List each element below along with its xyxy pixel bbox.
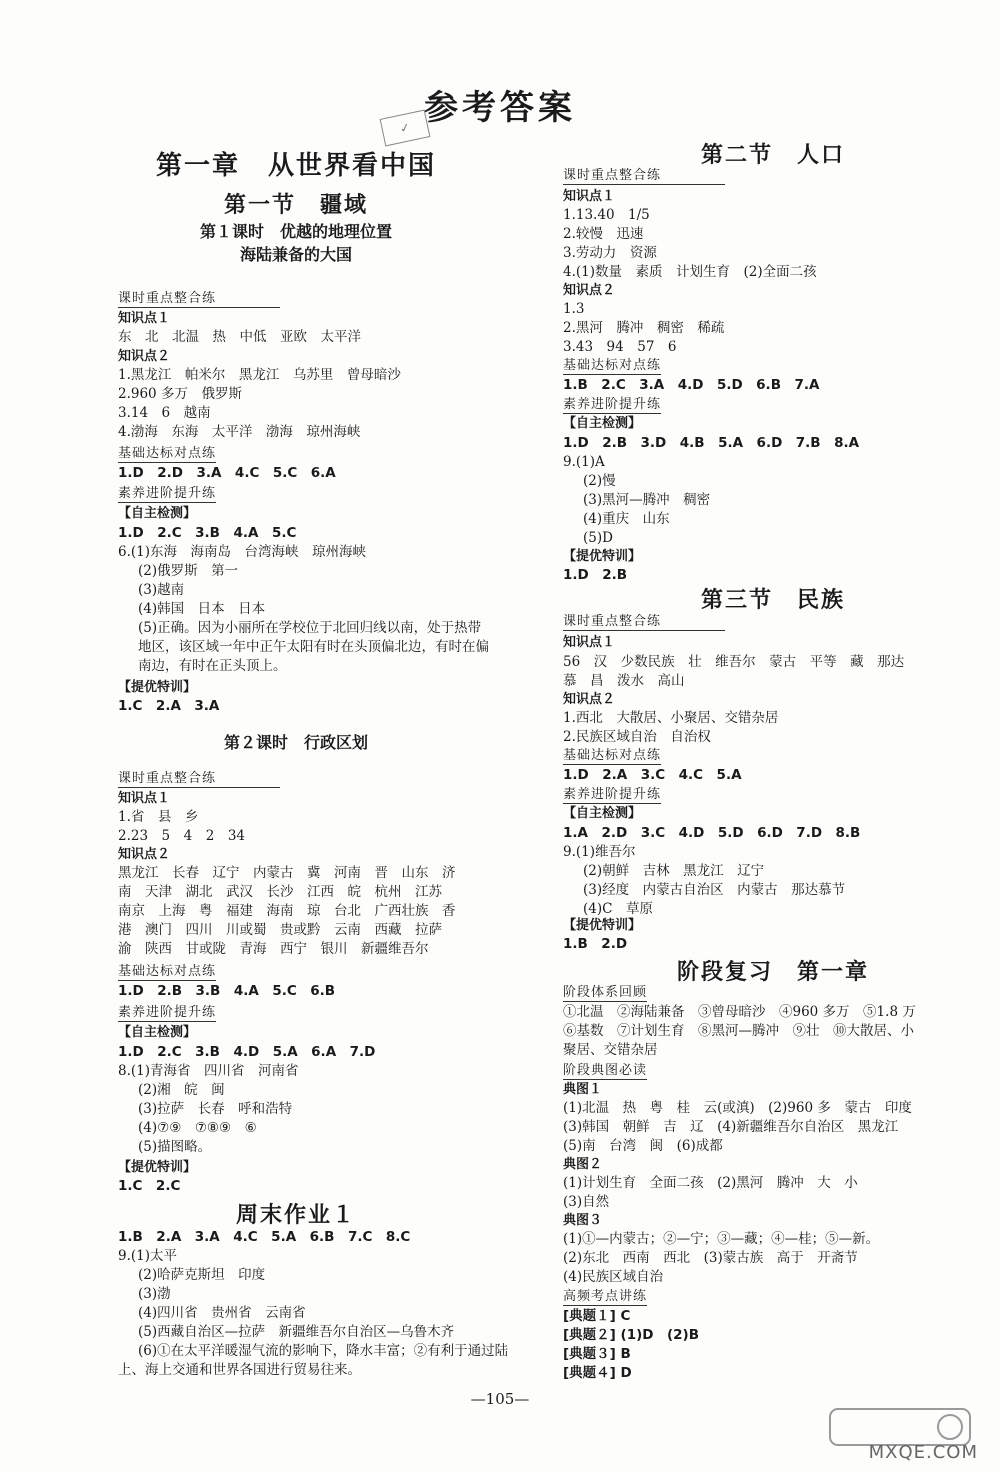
label-practice: 课时重点整合练: [118, 770, 280, 788]
watermark-text: MXQE.COM: [868, 1442, 978, 1463]
answer-line: 东 北 北温 热 中低 亚欧 太平洋: [118, 329, 361, 345]
answer-line: 2.民族区域自治 自治权: [563, 729, 711, 745]
label-figures: 阶段典图必读: [563, 1063, 648, 1078]
answer-line: (3)黑河—腾冲 稠密: [583, 492, 711, 508]
answer-line: (2)湘 皖 闽: [138, 1082, 225, 1098]
box-heading: 【提优特训】: [118, 680, 197, 695]
answer-line: 地区，该区域一年中正午太阳有时在头顶偏北边，有时在偏: [138, 639, 489, 655]
answer-line: 1.A 2.D 3.C 4.D 5.D 6.D 7.D 8.B: [563, 825, 861, 841]
knowledge-point: 知识点２: [563, 283, 616, 298]
answer-line: (5)南 台湾 闽 (6)成都: [563, 1138, 723, 1154]
answer-line: ⑥基数 ⑦计划生育 ⑧黑河—腾冲 ⑨壮 ⑩大散居、小: [563, 1023, 914, 1039]
section-heading: 第二节 人口: [700, 142, 845, 168]
box-heading: 【提优特训】: [563, 918, 642, 933]
weekend-heading: 周末作业１: [235, 1202, 356, 1228]
label-review: 阶段体系回顾: [563, 985, 648, 1000]
answer-line: 1.C 2.C: [118, 1178, 181, 1194]
answer-line: (6)①在太平洋暖湿气流的影响下，降水丰富；②有利于通过陆: [138, 1343, 509, 1359]
answer-line: (2)慢: [583, 473, 616, 489]
answer-line: (2)东北 西南 西北 (3)蒙古族 高于 开斋节: [563, 1250, 858, 1266]
knowledge-point: 知识点１: [118, 791, 171, 806]
answer-line: (3)渤: [138, 1286, 171, 1302]
lesson-heading: 第２课时 行政区划: [223, 733, 368, 752]
answer-line: (2)哈萨克斯坦 印度: [138, 1267, 266, 1283]
answer-line: [典题１] C: [563, 1308, 631, 1324]
knowledge-point: 知识点１: [563, 635, 616, 650]
answer-line: (3)拉萨 长春 呼和浩特: [138, 1101, 293, 1117]
page-title: 参考答案: [424, 88, 576, 128]
answer-line: (1)①—内蒙古；②—宁；③—藏；④—桂；⑤—新。: [563, 1231, 880, 1247]
answer-line: 1.D 2.B 3.B 4.A 5.C 6.B: [118, 983, 336, 999]
answer-line: 黑龙江 长春 辽宁 内蒙古 冀 河南 晋 山东 济: [118, 865, 456, 881]
answer-line: (1)北温 热 粤 桂 云(或滇) (2)960 多 蒙古 印度: [563, 1100, 912, 1116]
answer-line: 1.D 2.A 3.C 4.C 5.A: [563, 767, 742, 783]
label-basic: 基础达标对点练: [118, 446, 217, 461]
answer-line: 慕 昌 泼水 高山: [563, 673, 685, 689]
answer-line: (5)描图略。: [138, 1139, 212, 1155]
label-advanced: 素养进阶提升练: [118, 1005, 217, 1020]
answer-line: (5)正确。因为小丽所在学校位于北回归线以南，处于热带: [138, 620, 482, 636]
answer-line: 1.D 2.B: [563, 567, 628, 583]
answer-line: (2)俄罗斯 第一: [138, 563, 239, 579]
figure-label: 典图１: [563, 1082, 603, 1097]
section-heading: 第一节 疆域: [223, 192, 368, 218]
answer-line: (3)韩国 朝鲜 吉 辽 (4)新疆维吾尔自治区 黑龙江: [563, 1119, 899, 1135]
label-basic: 基础达标对点练: [118, 964, 217, 979]
answer-line: (2)朝鲜 吉林 黑龙江 辽宁: [583, 863, 765, 879]
knowledge-point: 知识点１: [563, 189, 616, 204]
chapter-heading: 第一章 从世界看中国: [155, 151, 436, 181]
section-heading: 第三节 民族: [700, 587, 845, 613]
answer-line: 9.(1)A: [563, 454, 605, 470]
answer-line: 港 澳门 四川 川或蜀 贵或黔 云南 西藏 拉萨: [118, 922, 442, 938]
answer-line: 1.省 县 乡: [118, 809, 199, 825]
answer-line: 南 天津 湖北 武汉 长沙 江西 皖 杭州 江苏: [118, 884, 442, 900]
label-practice: 课时重点整合练: [563, 167, 725, 185]
box-heading: 【自主检测】: [563, 416, 642, 431]
answer-line: 1.13.40 1/5: [563, 207, 650, 223]
answer-line: 4.(1)数量 素质 计划生育 (2)全面二孩: [563, 264, 817, 280]
answer-line: (3)经度 内蒙古自治区 内蒙古 那达慕节: [583, 882, 846, 898]
label-hot-topics: 高频考点讲练: [563, 1289, 648, 1304]
lesson-heading: 第１课时 优越的地理位置: [199, 222, 392, 241]
page-number: —105—: [470, 1390, 530, 1408]
answer-line: 1.C 2.A 3.A: [118, 698, 220, 714]
answer-line: (3)越南: [138, 582, 185, 598]
box-heading: 【自主检测】: [118, 506, 197, 521]
answer-line: 6.(1)东海 海南岛 台湾海峡 琼州海峡: [118, 544, 367, 560]
answer-line: 2.960 多万 俄罗斯: [118, 386, 242, 402]
answer-line: 56 汉 少数民族 壮 维吾尔 蒙古 平等 藏 那达: [563, 654, 905, 670]
review-heading: 阶段复习 第一章: [676, 959, 869, 985]
answer-line: 1.B 2.D: [563, 936, 628, 952]
answer-line: (4)重庆 山东: [583, 511, 670, 527]
answer-line: [典题２] (1)D (2)B: [563, 1327, 700, 1343]
label-advanced: 素养进阶提升练: [563, 397, 662, 412]
answer-line: 3.14 6 越南: [118, 405, 211, 421]
answer-line: (4)C 草原: [583, 901, 653, 917]
knowledge-point: 知识点２: [118, 847, 171, 862]
answer-line: 渝 陕西 甘或陇 青海 西宁 银川 新疆维吾尔: [118, 941, 429, 957]
answer-line: 2.较慢 迅速: [563, 226, 644, 242]
answer-line: 南京 上海 粤 福建 海南 琼 台北 广西壮族 香: [118, 903, 456, 919]
lesson-heading-sub: 海陆兼备的大国: [239, 245, 352, 264]
answer-line: 南边，有时在正头顶上。: [138, 658, 287, 674]
answer-line: (1)计划生育 全面二孩 (2)黑河 腾冲 大 小: [563, 1175, 858, 1191]
answer-line: [典题４] D: [563, 1365, 632, 1381]
box-heading: 【提优特训】: [563, 549, 642, 564]
knowledge-point: 知识点２: [563, 692, 616, 707]
answer-line: (4)四川省 贵州省 云南省: [138, 1305, 306, 1321]
figure-label: 典图２: [563, 1157, 603, 1172]
answer-line: (5)西藏自治区—拉萨 新疆维吾尔自治区—乌鲁木齐: [138, 1324, 455, 1340]
label-advanced: 素养进阶提升练: [563, 787, 662, 802]
answer-line: 聚居、交错杂居: [563, 1042, 658, 1058]
answer-line: (4)民族区域自治: [563, 1269, 664, 1285]
answer-line: 3.43 94 57 6: [563, 339, 677, 355]
answer-line: 上、海上交通和世界各国进行贸易往来。: [118, 1362, 361, 1378]
box-heading: 【提优特训】: [118, 1160, 197, 1175]
answer-line: 1.黑龙江 帕米尔 黑龙江 乌苏里 曾母暗沙: [118, 367, 401, 383]
box-heading: 【自主检测】: [118, 1025, 197, 1040]
answer-line: (5)D: [583, 530, 613, 546]
answer-line: 1.西北 大散居、小聚居、交错杂居: [563, 710, 779, 726]
label-practice: 课时重点整合练: [118, 290, 280, 308]
answer-line: 1.D 2.B 3.D 4.B 5.A 6.D 7.B 8.A: [563, 435, 860, 451]
answer-line: 1.B 2.A 3.A 4.C 5.A 6.B 7.C 8.C: [118, 1229, 411, 1245]
answer-line: 9.(1)太平: [118, 1248, 178, 1264]
label-basic: 基础达标对点练: [563, 748, 662, 763]
answer-line: 1.D 2.C 3.B 4.D 5.A 6.A 7.D: [118, 1044, 376, 1060]
answer-line: 1.B 2.C 3.A 4.D 5.D 6.B 7.A: [563, 377, 820, 393]
answer-line: [典题３] B: [563, 1346, 631, 1362]
answer-line: 1.D 2.C 3.B 4.A 5.C: [118, 525, 297, 541]
answer-line: 2.23 5 4 2 34: [118, 828, 246, 844]
answer-line: 8.(1)青海省 四川省 河南省: [118, 1063, 299, 1079]
answer-line: 1.D 2.D 3.A 4.C 5.C 6.A: [118, 465, 336, 481]
knowledge-point: 知识点２: [118, 349, 171, 364]
stamp-mark: ✓: [380, 110, 431, 147]
answer-line: 2.黑河 腾冲 稠密 稀疏: [563, 320, 725, 336]
label-practice: 课时重点整合练: [563, 613, 725, 631]
answer-line: 9.(1)维吾尔: [563, 844, 636, 860]
box-heading: 【自主检测】: [563, 806, 642, 821]
answer-line: 1.3: [563, 301, 585, 317]
knowledge-point: 知识点１: [118, 311, 171, 326]
label-advanced: 素养进阶提升练: [118, 486, 217, 501]
figure-label: 典图３: [563, 1213, 603, 1228]
answer-line: (3)自然: [563, 1194, 610, 1210]
answer-line: (4)⑦⑨ ⑦⑧⑨ ⑥: [138, 1120, 257, 1136]
answer-line: 3.劳动力 资源: [563, 245, 657, 261]
answer-line: ①北温 ②海陆兼备 ③曾母暗沙 ④960 多万 ⑤1.8 万: [563, 1004, 916, 1020]
label-basic: 基础达标对点练: [563, 358, 662, 373]
answer-line: 4.渤海 东海 太平洋 渤海 琼州海峡: [118, 424, 361, 440]
answer-line: (4)韩国 日本 日本: [138, 601, 266, 617]
